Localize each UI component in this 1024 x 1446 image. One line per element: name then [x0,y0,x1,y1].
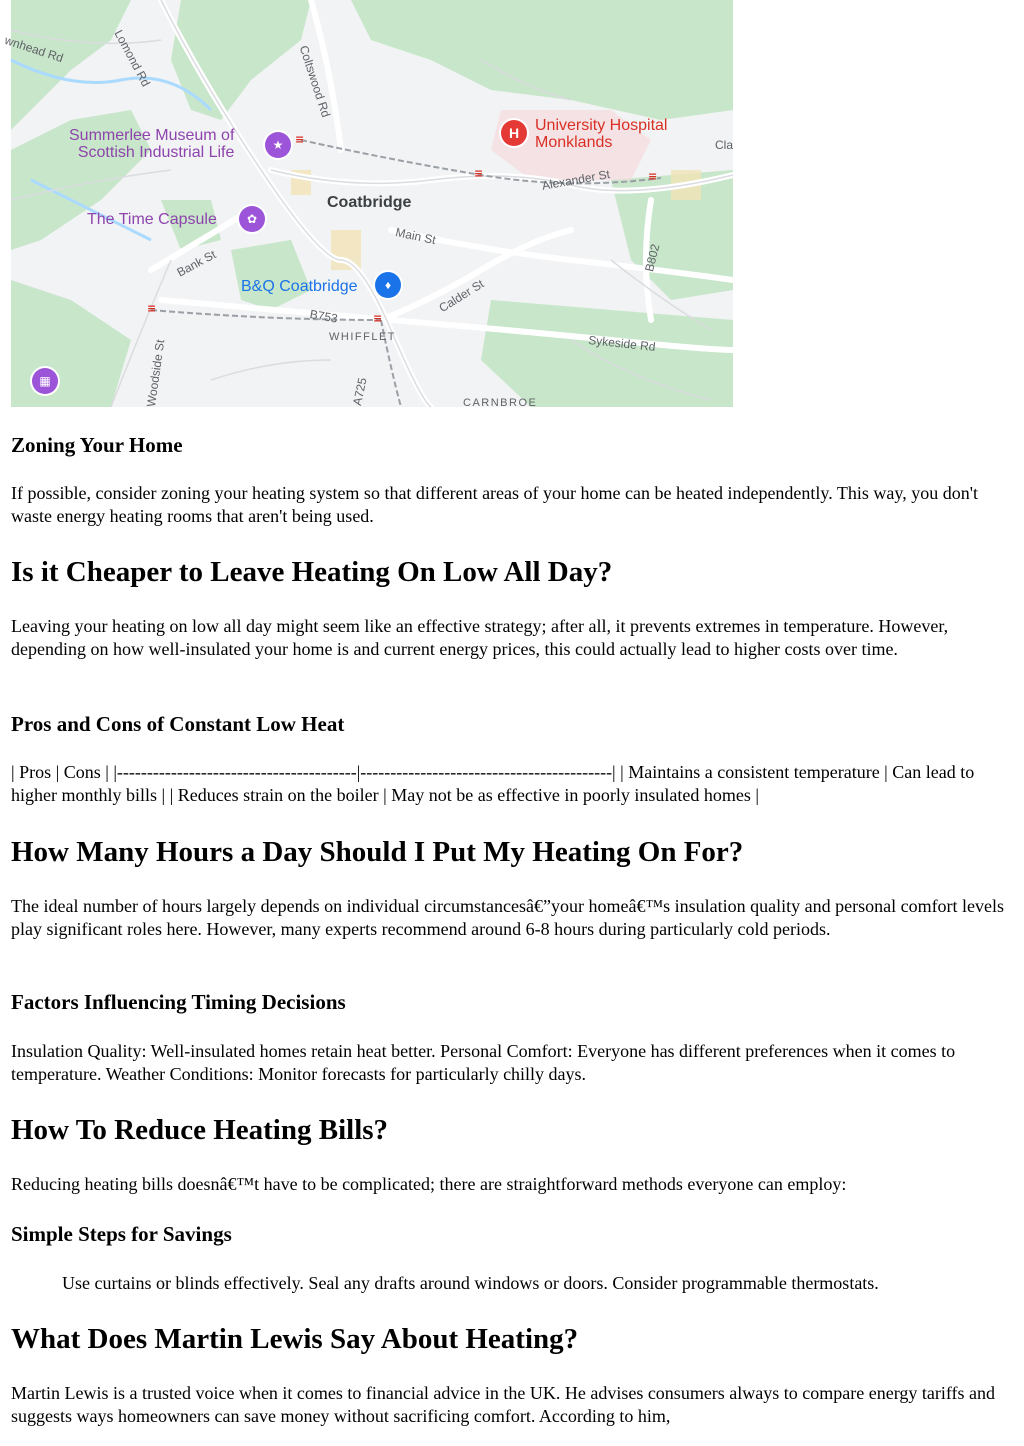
zoning-heading: Zoning Your Home [11,433,183,457]
hours-paragraph: The ideal number of hours largely depends on individual circumstancesâ€”your homeâ€™s insulation quality and personal comfort levels play significant roles here. However, many experts recommend around 6-8 hours during particularly cold periods. [11,896,1005,939]
pros-cons-paragraph: | Pros | Cons | |----------------------------------------|------------------------------------------| | Maintains a consistent temperature | Can lead to higher monthly bills | | Reduces strain on the boiler | May not be as effective in poorly insulated homes | [11,762,975,805]
map-image [2,0,734,409]
carnbroe-label: CARNBROE [463,397,538,409]
museum-icon[interactable]: ★ [265,132,291,158]
hospital-icon[interactable]: H [501,120,527,146]
whifflet-label: WHIFFLET [329,331,396,343]
hours-heading: How Many Hours a Day Should I Put My Heating On For? [11,836,744,868]
leisure-icon[interactable]: ✿ [239,206,265,232]
woodside-st-label: Woodside St [144,338,168,408]
time-capsule-label[interactable]: The Time Capsule [87,211,217,228]
bq-coatbridge-label[interactable]: B&Q Coatbridge [241,278,358,295]
reduce-paragraph: Reducing heating bills doesnâ€™t have to be complicated; there are straightforward methods everyone can employ: [11,1174,847,1194]
hospital-label[interactable]: University Hospital Monklands [535,117,668,151]
pros-cons-heading: Pros and Cons of Constant Low Heat [11,712,345,736]
reduce-heading: How To Reduce Heating Bills? [11,1114,389,1146]
rail-station-icon[interactable]: ≡ [648,170,658,183]
sykeside-rd-label: Sykeside Rd [587,333,657,354]
rail-station-icon[interactable]: ≡ [295,133,305,146]
b753-label: B753 [308,307,339,326]
b802-label: B802 [642,242,663,274]
attraction-icon[interactable]: ▦ [32,368,58,394]
rail-station-icon[interactable]: ≡ [147,302,157,315]
townhead-rd-label: wnhead Rd [2,33,66,66]
factors-heading: Factors Influencing Timing Decisions [11,990,346,1014]
rail-station-icon[interactable]: ≡ [373,312,383,325]
cheaper-paragraph: Leaving your heating on low all day might seem like an effective strategy; after all, it prevents extremes in temperature. However, depending on how well-insulated your home is and current energy prices, this could actually lead to higher costs over time. [11,616,949,659]
coatbridge-label: Coatbridge [327,194,412,211]
steps-heading: Simple Steps for Savings [11,1222,232,1246]
main-st-label: Main St [394,225,438,248]
alexander-st-label: Alexander St [540,167,611,193]
factors-paragraph: Insulation Quality: Well-insulated homes retain heat better. Personal Comfort: Everyone has different preferences when it comes to temperature. Weather Conditions: Monitor forecasts for particularly chilly days. [11,1041,956,1084]
cla-label: Cla [715,138,734,152]
martin-heading: What Does Martin Lewis Say About Heating? [11,1323,579,1355]
cheaper-heading: Is it Cheaper to Leave Heating On Low All Day? [11,556,613,588]
steps-paragraph: Use curtains or blinds effectively. Seal any drafts around windows or doors. Consider programmable thermostats. [62,1273,879,1293]
zoning-paragraph: If possible, consider zoning your heating system so that different areas of your home can be heated independently. This way, you don't waste energy heating rooms that aren't being used. [11,483,978,526]
calder-st-label: Calder St [436,276,487,316]
coltswood-rd-label: Coltswood Rd [296,43,334,120]
shopping-bag-icon[interactable]: ♦ [375,272,401,298]
martin-paragraph: Martin Lewis is a trusted voice when it comes to financial advice in the UK. He advises consumers always to compare energy tariffs and suggests ways homeowners can save money without sacrificing comfort. According to him, [11,1383,996,1426]
bank-st-label: Bank St [174,247,219,280]
summerlee-museum-label[interactable]: Summerlee Museum of Scottish Industrial Life [69,127,235,161]
a725-label: A725 [350,376,370,407]
lomond-rd-label: Lomond Rd [111,27,154,89]
rail-station-icon[interactable]: ≡ [474,167,484,180]
